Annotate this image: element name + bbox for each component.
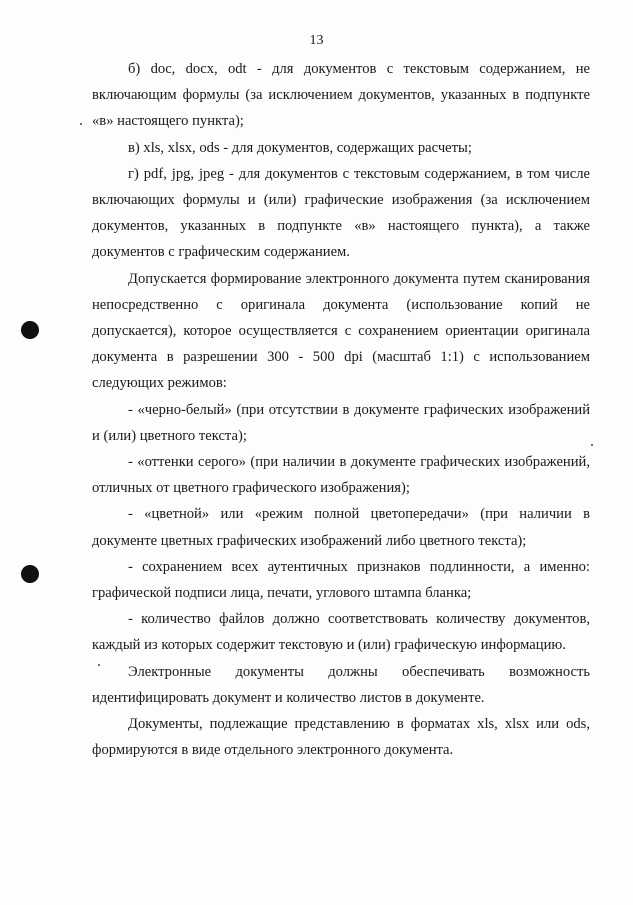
paragraph-item-g: г) pdf, jpg, jpeg - для документов с текстовым содержанием, в том числе включающих формулы и (или) графические изображения (за исключением документов, указанных в подпункте «в» настоящего пункта), а также документов с графическим содержанием. [92,165,590,261]
list-item-black-white: - «черно-белый» (при отсутствии в документе графических изображений и (или) цветного текста); [92,401,590,444]
paragraph-item-b: б) doc, docx, odt - для документов с текстовым содержанием, не включающим формулы (за исключением документов, указанных в подпункте «в» настоящего пункта); [92,61,590,130]
body-text [92,56,590,763]
paragraph-identification: Электронные документы должны обеспечивать возможность идентифицировать документ и количество листов в документе. [92,663,590,706]
page-number: 13 [309,33,324,48]
list-item-grayscale: - «оттенки серого» (при наличии в документе графических изображений, отличных от цветного графического изображения); [92,454,590,497]
punch-hole-mark [21,321,39,339]
list-item-file-count: - количество файлов должно соответствовать количеству документов, каждый из которых содержит текстовую и (или) графическую информацию. [92,611,590,654]
list-item-color: - «цветной» или «режим полной цветопередачи» (при наличии в документе цветных графических изображений либо цветного текста); [92,506,590,549]
scan-speck [591,444,593,446]
paragraph-spreadsheets: Документы, подлежащие представлению в форматах xls, xlsx или ods, формируются в виде отдельного электронного документа. [92,716,590,759]
scan-speck [80,123,82,125]
paragraph-item-v: в) xls, xlsx, ods - для документов, содержащих расчеты; [128,139,472,156]
list-item-authenticity: - сохранением всех аутентичных признаков подлинности, а именно: графической подписи лица, печати, углового штампа бланка; [92,558,590,602]
punch-hole-mark [21,565,39,583]
paragraph-scanning: Допускается формирование электронного документа путем сканирования непосредственно с оригинала документа (использование копий не допускается), которое осуществляется с сохранением ориентации оригинала документа в разрешении 300 - 500 dpi (масштаб 1:1) с использованием следующих режимов: [92,270,590,392]
